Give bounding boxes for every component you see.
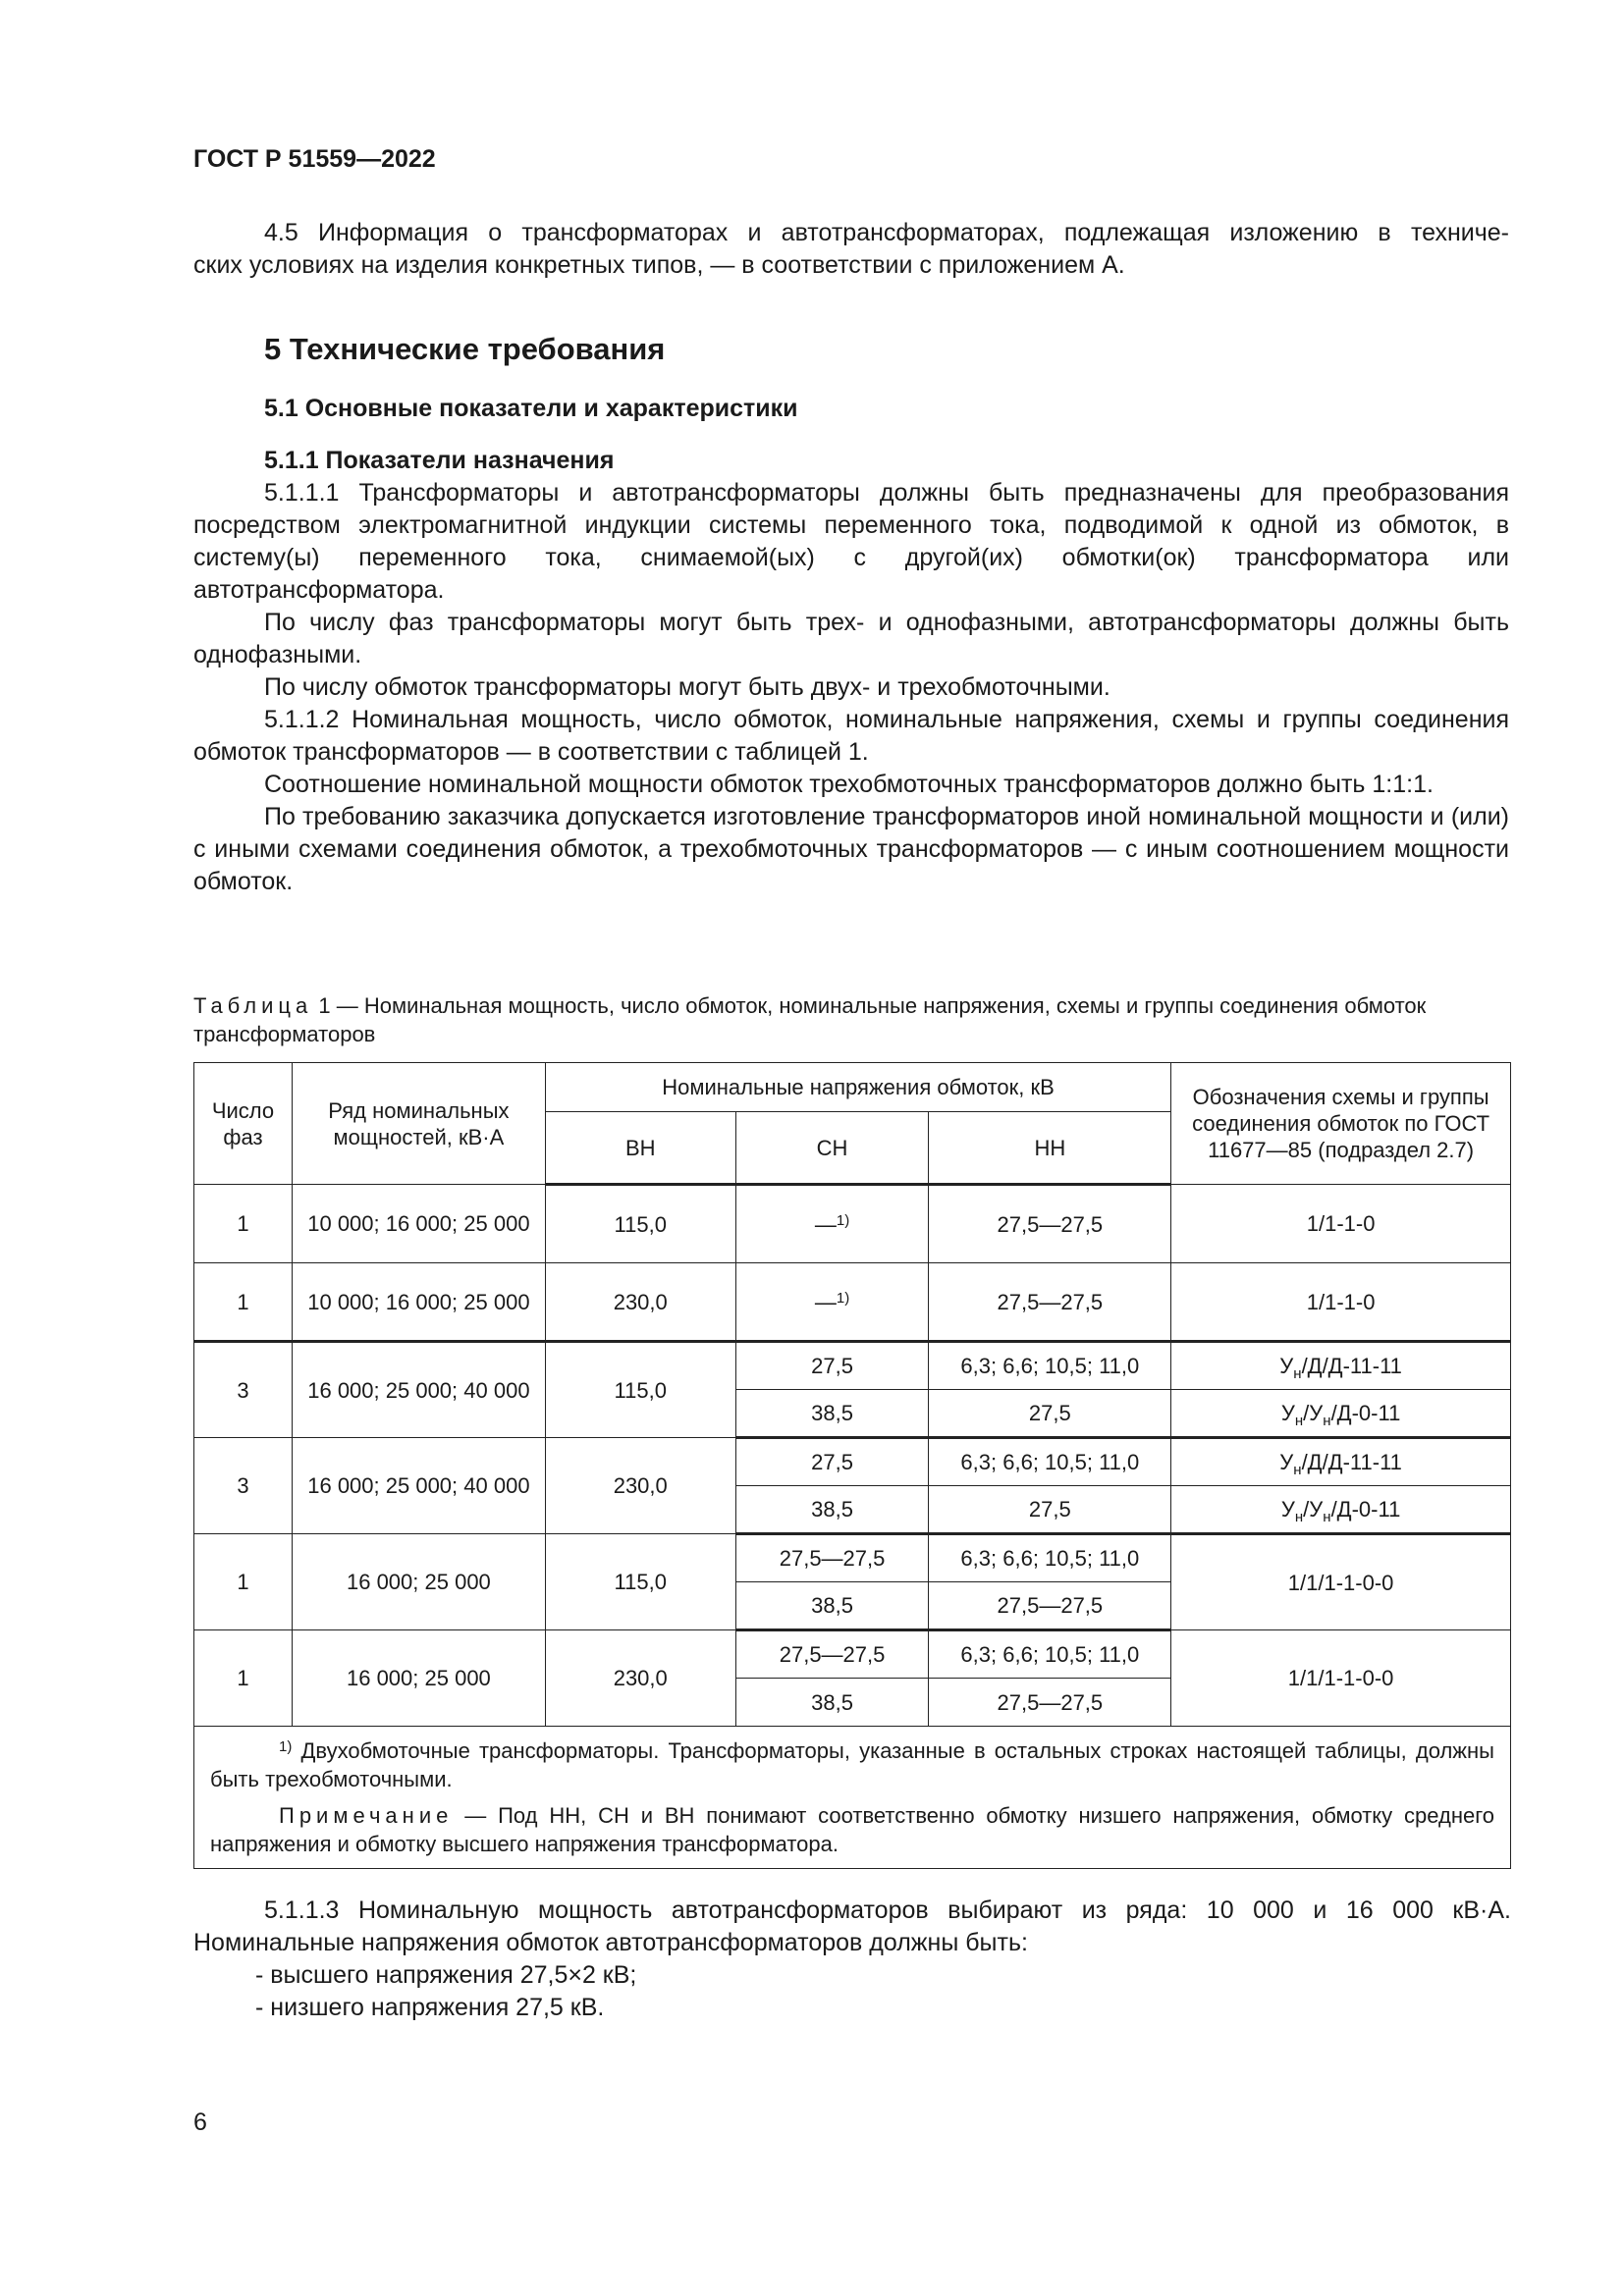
table-footnote [210,1736,1494,1793]
cell-sn: 38,5 [735,1486,929,1534]
footnote-text: Двухобмоточные трансформаторы. Трансформаторы, указанные в остальных строках настоящей таблицы, должны быть трехобмоточными. [210,1738,1494,1791]
cell-nn: 6,3; 6,6; 10,5; 11,0 [929,1342,1171,1390]
cell-scheme: 1/1-1-0 [1171,1185,1511,1263]
cell-nn: 27,5—27,5 [929,1263,1171,1342]
header-vn: ВН [545,1112,735,1185]
paragraph-phases: По числу фаз трансформаторы могут быть трех- и однофазными, автотрансформаторы должны быть однофазными. [193,609,1509,668]
cell-phases: 3 [194,1438,293,1534]
document-id-header: ГОСТ Р 51559—2022 [193,145,436,173]
paragraph-5-1-1-3: 5.1.1.3 Номинальную мощность автотрансформаторов выбирают из ряда: 10 000 и 16 000 кВ·А. [264,1896,1511,1924]
note-text: — Под НН, СН и ВН понимают соответственно обмотку низшего напряжения, обмотку среднего напряжения и обмотку высшего напряжения трансформатора. [210,1803,1494,1856]
cell-phases: 1 [194,1534,293,1630]
scheme-part: /Д-0-11 [1330,1401,1401,1425]
cell-power: 16 000; 25 000; 40 000 [292,1342,545,1438]
section-heading-5: 5 Технические требования [264,332,666,366]
table-1 [193,1062,1511,1869]
cell-vn: 115,0 [545,1185,735,1263]
cell-sn [735,1263,929,1342]
section-after-table [193,1895,1511,2024]
cell-vn: 230,0 [545,1630,735,1727]
cell-vn: 115,0 [545,1342,735,1438]
section-5-1-1-body [193,477,1509,898]
paragraph-4-5 [193,217,1509,282]
cell-vn: 115,0 [545,1534,735,1630]
cell-sn: 38,5 [735,1390,929,1438]
header-scheme: Обозначения схемы и группы соединения обмоток по ГОСТ 11677—85 (подраздел 2.7) [1171,1063,1511,1185]
table-1-caption [193,991,1509,1048]
note-word: Примечание [279,1803,454,1828]
header-voltages: Номинальные напряжения обмоток, кВ [545,1063,1170,1112]
table-row [194,1185,1511,1263]
cell-vn: 230,0 [545,1438,735,1534]
paragraph-5-1-1-2: 5.1.1.2 Номинальная мощность, число обмоток, номинальные напряжения, схемы и группы соединения обмоток трансформаторов — в соответствии с таблицей 1. [193,706,1509,766]
scheme-subscript: н [1294,1509,1304,1525]
scheme-part: /У [1303,1497,1324,1522]
header-sn: СН [735,1112,929,1185]
scheme-part: У [1279,1450,1294,1474]
table-row [194,1342,1511,1390]
scheme-subscript: н [1323,1509,1331,1525]
footnote-ref: 1) [836,1211,850,1229]
cell-phases: 1 [194,1263,293,1342]
scheme-part: /Д-0-11 [1330,1497,1401,1522]
cell-sn: 38,5 [735,1582,929,1630]
scheme-part: /Д/Д-11-11 [1301,1354,1402,1378]
table-caption-text: 1 — Номинальная мощность, число обмоток, номинальные напряжения, схемы и группы соединения обмоток трансформаторов [193,993,1427,1046]
header-power: Ряд номинальных мощностей, кВ·А [292,1063,545,1185]
cell-scheme [1171,1390,1511,1438]
cell-power: 16 000; 25 000 [292,1630,545,1727]
cell-scheme [1171,1438,1511,1486]
section-heading-5-1-1: 5.1.1 Показатели назначения [264,447,615,474]
table-note [210,1801,1494,1858]
page-number: 6 [193,2109,207,2136]
cell-scheme: 1/1-1-0 [1171,1263,1511,1342]
cell-sn: 27,5—27,5 [735,1630,929,1679]
cell-nn: 6,3; 6,6; 10,5; 11,0 [929,1438,1171,1486]
paragraph-ratio: Соотношение номинальной мощности обмоток трехобмоточных трансформаторов должно быть 1:1:1. [264,771,1434,798]
table-header-row [194,1063,1511,1112]
cell-sn: 27,5 [735,1342,929,1390]
scheme-subscript: н [1294,1413,1304,1429]
scheme-subscript: н [1293,1365,1302,1382]
cell-sn [735,1185,929,1263]
table-caption-word: Таблица [193,993,313,1018]
table-footer-row [194,1727,1511,1869]
cell-sn: 27,5 [735,1438,929,1486]
cell-scheme: 1/1/1-1-0-0 [1171,1630,1511,1727]
scheme-part: /У [1303,1401,1324,1425]
footnote-mark: 1) [279,1738,293,1755]
cell-phases: 1 [194,1185,293,1263]
cell-power: 10 000; 16 000; 25 000 [292,1185,545,1263]
cell-phases: 1 [194,1630,293,1727]
section-heading-5-1: 5.1 Основные показатели и характеристики [264,395,798,422]
scheme-part: У [1280,1401,1295,1425]
cell-nn: 27,5 [929,1486,1171,1534]
cell-power: 16 000; 25 000; 40 000 [292,1438,545,1534]
cell-phases: 3 [194,1342,293,1438]
table-row [194,1630,1511,1679]
list-item: - высшего напряжения 27,5×2 кВ; [255,1961,637,1989]
cell-nn: 6,3; 6,6; 10,5; 11,0 [929,1630,1171,1679]
cell-sn-dash: — [814,1211,837,1237]
paragraph-4-5-line1: 4.5 Информация о трансформаторах и автотрансформаторах, подлежащая изложению в техниче- [264,219,1509,246]
cell-sn-dash: — [814,1289,837,1314]
cell-power: 10 000; 16 000; 25 000 [292,1263,545,1342]
scheme-part: /Д/Д-11-11 [1301,1450,1402,1474]
cell-nn: 27,5—27,5 [929,1582,1171,1630]
cell-nn: 27,5—27,5 [929,1679,1171,1727]
cell-nn: 27,5 [929,1390,1171,1438]
cell-sn: 38,5 [735,1679,929,1727]
scheme-part: У [1279,1354,1294,1378]
paragraph-4-5-line2: ских условиях на изделия конкретных типов, — в соответствии с приложением А. [193,251,1125,279]
header-nn: НН [929,1112,1171,1185]
header-phases: Число фаз [194,1063,293,1185]
cell-nn: 6,3; 6,6; 10,5; 11,0 [929,1534,1171,1582]
table-footer [194,1727,1511,1869]
cell-scheme [1171,1486,1511,1534]
paragraph-5-1-1-1: 5.1.1.1 Трансформаторы и автотрансформаторы должны быть предназначены для преобразования посредством электромагнитной индукции системы переменного тока, подводимой к одной из обмоток, в систему(ы) переменного тока, снимаемой(ых) с другой(их) обмотки(ок) трансформатора или автотрансформатора. [193,479,1509,604]
table-row [194,1534,1511,1582]
cell-power: 16 000; 25 000 [292,1534,545,1630]
table-row [194,1438,1511,1486]
scheme-subscript: н [1323,1413,1331,1429]
cell-nn: 27,5—27,5 [929,1185,1171,1263]
cell-scheme: 1/1/1-1-0-0 [1171,1534,1511,1630]
list-item: - низшего напряжения 27,5 кВ. [255,1994,605,2021]
table-row [194,1263,1511,1342]
scheme-subscript: н [1293,1462,1302,1478]
footnote-ref: 1) [836,1289,850,1307]
cell-vn: 230,0 [545,1263,735,1342]
cell-sn: 27,5—27,5 [735,1534,929,1582]
cell-scheme [1171,1342,1511,1390]
paragraph-autotransformer-voltages: Номинальные напряжения обмоток автотрансформаторов должны быть: [193,1929,1028,1956]
scheme-part: У [1280,1497,1295,1522]
paragraph-customer: По требованию заказчика допускается изготовление трансформаторов иной номинальной мощности и (или) с иными схемами соединения обмоток, а трехобмоточных трансформаторов — с иным соотношением мощности обмоток. [193,803,1509,895]
paragraph-windings: По числу обмоток трансформаторы могут быть двух- и трехобмоточными. [264,673,1110,701]
